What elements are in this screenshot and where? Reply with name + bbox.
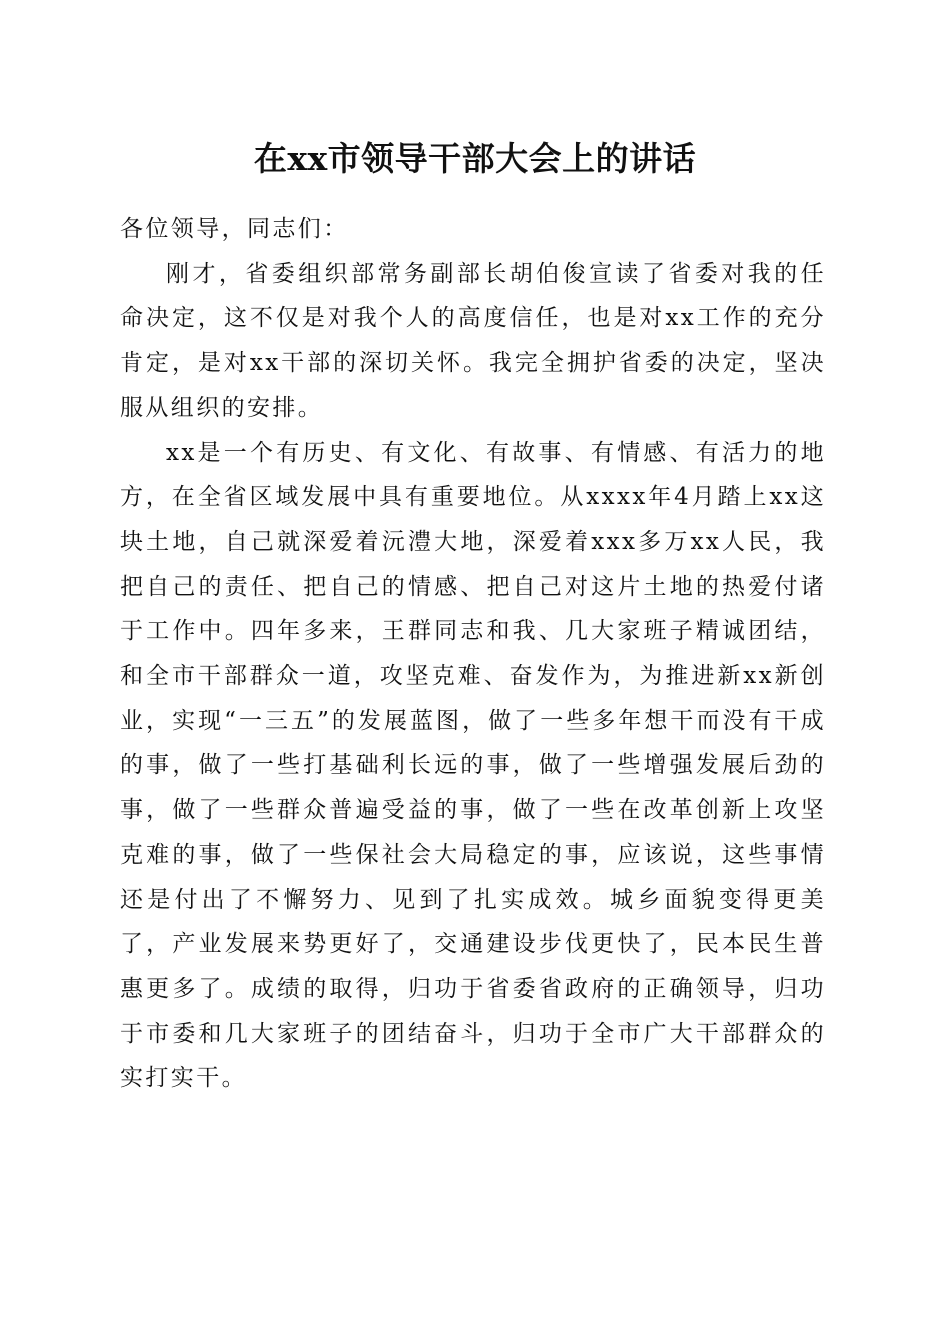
paragraph-achievements: xx是一个有历史、有文化、有故事、有情感、有活力的地方，在全省区域发展中具有重要地位。从xxxx年4月踏上xx这块土地，自己就深爱着沅澧大地，深爱着xxx多万xx人民，我把自己的责任、把自己的情感、把自己对这片土地的热爱付诸于工作中。四年多来，王群同志和我、几大家班子精诚团结，和全市干部群众一道，攻坚克难、奋发作为，为推进新xx新创业，实现“一三五”的发展蓝图，做了一些多年想干而没有干成的事，做了一些打基础利长远的事，做了一些增强发展后劲的事，做了一些群众普遍受益的事，做了一些在改革创新上攻坚克难的事，做了一些保社会大局稳定的事，应该说，这些事情还是付出了不懈努力、见到了扎实成效。城乡面貌变得更美了，产业发展来势更好了，交通建设步伐更快了，民本民生普惠更多了。成绩的取得，归功于省委省政府的正确领导，归功于市委和几大家班子的团结奋斗，归功于全市广大干部群众的实打实干。 <box>120 439 826 1092</box>
salutation: 各位领导，同志们： <box>120 216 349 242</box>
document-body <box>120 207 826 1101</box>
paragraph-appointment: 刚才，省委组织部常务副部长胡伯俊宣读了省委对我的任命决定，这不仅是对我个人的高度信任，也是对xx工作的充分肯定，是对xx干部的深切关怀。我完全拥护省委的决定，坚决服从组织的安排。 <box>120 260 826 421</box>
document-title: 在xx市领导干部大会上的讲话 <box>253 139 697 178</box>
